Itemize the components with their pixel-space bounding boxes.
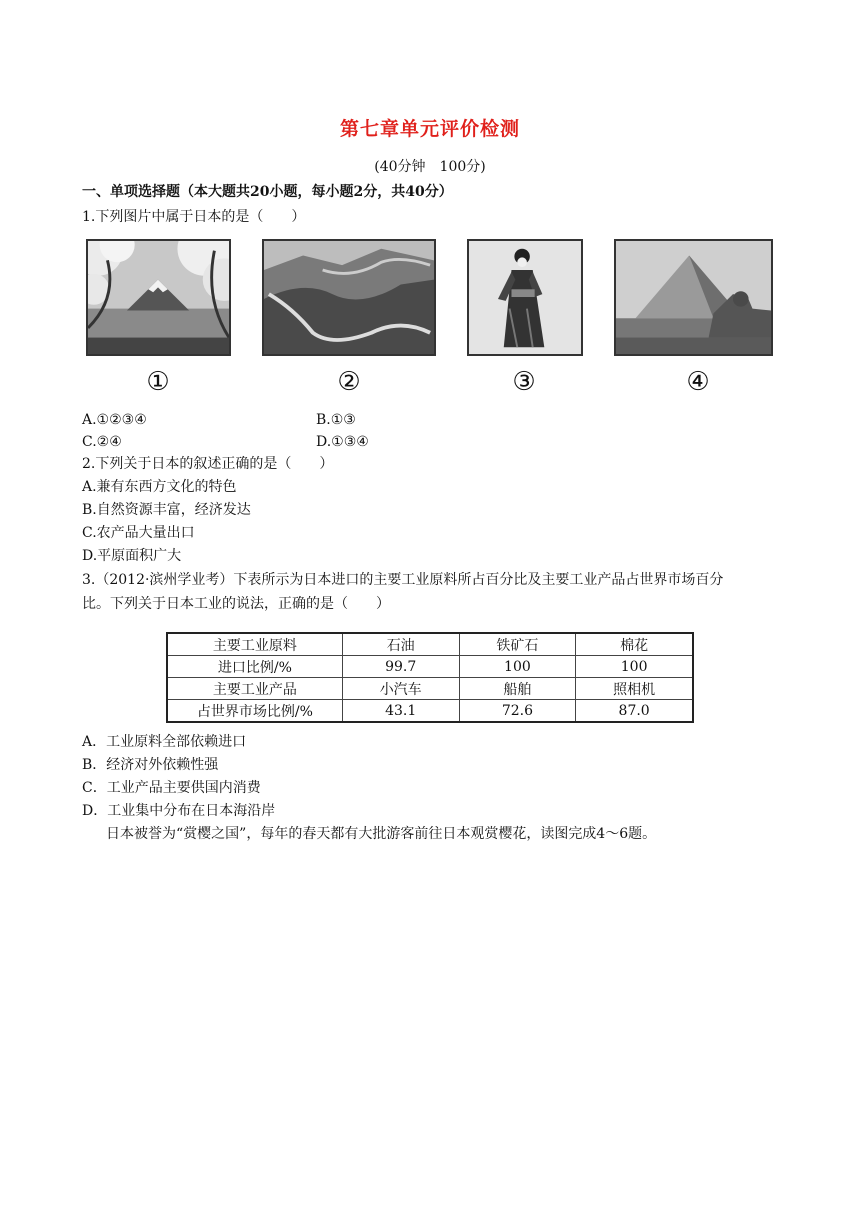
q1-option-a: A.①②③④ bbox=[82, 412, 147, 428]
table-cell: 船舶 bbox=[459, 678, 576, 700]
table-cell: 99.7 bbox=[342, 656, 459, 678]
q2-option-d: D.平原面积广大 bbox=[82, 548, 182, 564]
table-cell: 照相机 bbox=[576, 678, 693, 700]
page-subtitle: (40分钟 100分) bbox=[374, 159, 486, 175]
picture-4 bbox=[614, 239, 773, 356]
picture-4-label: ④ bbox=[686, 367, 710, 397]
q1-option-c: C.②④ bbox=[82, 434, 122, 450]
table-cell: 100 bbox=[576, 656, 693, 678]
table-row bbox=[167, 656, 693, 678]
table-cell: 主要工业产品 bbox=[167, 678, 342, 700]
table-cell: 主要工业原料 bbox=[167, 633, 342, 656]
question-3-stem-line1: 3.（2012·滨州学业考）下表所示为日本进口的主要工业原料所占百分比及主要工业产品占世界市场百分 bbox=[82, 572, 724, 588]
table-row bbox=[167, 678, 693, 700]
q1-option-b: B.①③ bbox=[316, 412, 356, 428]
table-cell: 铁矿石 bbox=[459, 633, 576, 656]
question-1-stem: 1.下列图片中属于日本的是（ ） bbox=[82, 209, 306, 225]
table-row bbox=[167, 700, 693, 723]
table-cell: 占世界市场比例/% bbox=[167, 700, 342, 723]
table-row bbox=[167, 633, 693, 656]
q2-option-a: A.兼有东西方文化的特色 bbox=[82, 479, 237, 495]
picture-2 bbox=[262, 239, 436, 356]
table-cell: 43.1 bbox=[342, 700, 459, 723]
kimono-woman-icon bbox=[469, 241, 581, 354]
picture-3 bbox=[467, 239, 583, 356]
q2-option-b: B.自然资源丰富，经济发达 bbox=[82, 502, 251, 518]
q3-option-d: D．工业集中分布在日本海沿岸 bbox=[82, 803, 276, 819]
table-cell: 进口比例/% bbox=[167, 656, 342, 678]
picture-1-label: ① bbox=[146, 367, 170, 397]
table-cell: 石油 bbox=[342, 633, 459, 656]
q3-option-c: C．工业产品主要供国内消费 bbox=[82, 780, 261, 796]
q3-option-b: B．经济对外依赖性强 bbox=[82, 757, 219, 773]
picture-3-label: ③ bbox=[512, 367, 536, 397]
mount-fuji-cherry-blossom-icon bbox=[88, 241, 229, 354]
question-2-stem: 2.下列关于日本的叙述正确的是（ ） bbox=[82, 456, 334, 472]
great-wall-icon bbox=[264, 241, 434, 354]
table-cell: 87.0 bbox=[576, 700, 693, 723]
q3-option-a: A．工业原料全部依赖进口 bbox=[82, 734, 247, 750]
industry-table bbox=[166, 632, 694, 723]
picture-1 bbox=[86, 239, 231, 356]
q2-option-c: C.农产品大量出口 bbox=[82, 525, 195, 541]
table-cell: 小汽车 bbox=[342, 678, 459, 700]
section-heading: 一、单项选择题（本大题共20小题，每小题2分，共40分） bbox=[82, 184, 453, 200]
table-cell: 棉花 bbox=[576, 633, 693, 656]
table-cell: 100 bbox=[459, 656, 576, 678]
picture-2-label: ② bbox=[337, 367, 361, 397]
question-3-stem-line2: 比。下列关于日本工业的说法，正确的是（ ） bbox=[82, 596, 390, 612]
q1-option-d: D.①③④ bbox=[316, 434, 369, 450]
questions-4-6-intro: 日本被誉为“赏樱之国”，每年的春天都有大批游客前往日本观赏樱花，读图完成4～6题。 bbox=[106, 826, 657, 842]
pyramid-sphinx-icon bbox=[616, 241, 771, 354]
table-cell: 72.6 bbox=[459, 700, 576, 723]
page-title: 第七章单元评价检测 bbox=[339, 118, 520, 140]
